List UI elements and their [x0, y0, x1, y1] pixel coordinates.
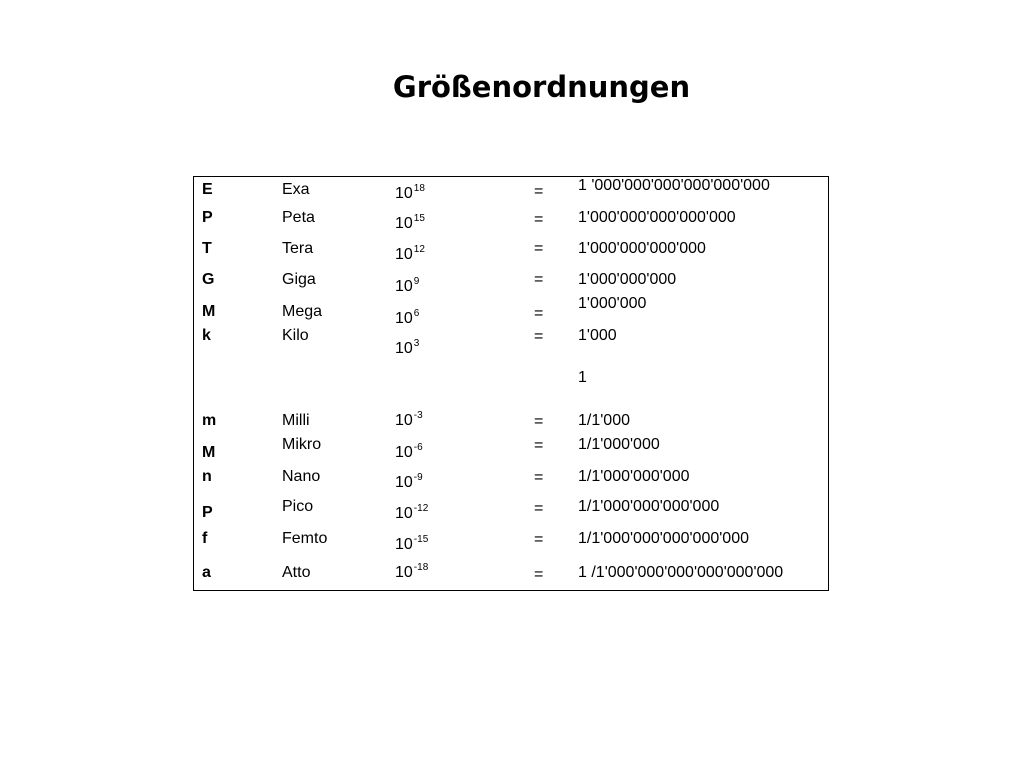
- equals-sign: =: [534, 531, 544, 548]
- equals-sign: =: [534, 240, 544, 257]
- prefix-name: Peta: [282, 209, 315, 226]
- power-base: 10: [395, 536, 413, 553]
- power-exponent: -12: [413, 503, 429, 514]
- equals-sign: =: [534, 305, 544, 322]
- power-of-ten: [395, 246, 425, 266]
- prefix-symbol: P: [202, 209, 213, 226]
- prefix-value: 1 /1'000'000'000'000'000'000: [578, 564, 784, 581]
- prefix-symbol: a: [202, 564, 211, 581]
- power-of-ten: [395, 412, 423, 432]
- prefix-value: 1/1'000'000'000: [578, 468, 690, 485]
- prefix-name: Giga: [282, 271, 316, 288]
- power-of-ten: [395, 340, 419, 360]
- prefix-value: 1'000'000'000: [578, 271, 677, 288]
- power-base: 10: [395, 444, 413, 461]
- power-exponent: -15: [413, 534, 429, 545]
- equals-sign: =: [534, 500, 544, 517]
- prefix-name: Pico: [282, 498, 314, 515]
- prefix-symbol: M: [202, 444, 216, 461]
- prefix-symbol: k: [202, 327, 211, 344]
- power-exponent: 12: [413, 244, 425, 255]
- equals-sign: =: [534, 328, 544, 345]
- prefix-value: 1'000'000'000'000'000: [578, 209, 736, 226]
- equals-sign: =: [534, 183, 544, 200]
- equals-sign: =: [534, 566, 544, 583]
- prefix-name: Exa: [282, 181, 310, 198]
- prefix-name: Mikro: [282, 436, 322, 453]
- power-exponent: 6: [413, 308, 420, 319]
- prefix-symbol: T: [202, 240, 212, 257]
- power-base: 10: [395, 310, 413, 327]
- power-exponent: -6: [413, 442, 423, 453]
- power-exponent: 18: [413, 183, 425, 194]
- power-of-ten: [395, 444, 423, 464]
- prefix-value: 1/1'000'000: [578, 436, 660, 453]
- power-of-ten: [395, 474, 423, 494]
- equals-sign: =: [534, 437, 544, 454]
- power-of-ten: [395, 215, 425, 235]
- power-exponent: -18: [413, 562, 429, 573]
- prefix-name: Tera: [282, 240, 314, 257]
- power-exponent: 15: [413, 213, 425, 224]
- prefix-value: 1'000'000'000'000: [578, 240, 706, 257]
- equals-sign: =: [534, 211, 544, 228]
- prefix-value: 1 '000'000'000'000'000'000: [578, 177, 770, 194]
- prefix-symbol: n: [202, 468, 212, 485]
- prefix-value: 1/1'000'000'000'000'000: [578, 530, 749, 547]
- prefix-value: 1/1'000: [578, 412, 630, 429]
- prefix-table: [193, 176, 829, 591]
- prefix-symbol: E: [202, 181, 213, 198]
- prefix-name: Mega: [282, 303, 323, 320]
- power-base: 10: [395, 564, 413, 581]
- prefix-value: 1/1'000'000'000'000: [578, 498, 720, 515]
- prefix-symbol: P: [202, 504, 213, 521]
- prefix-name: Milli: [282, 412, 310, 429]
- power-of-ten: [395, 536, 428, 556]
- power-of-ten: [395, 564, 428, 584]
- prefix-name: Atto: [282, 564, 311, 581]
- prefix-name: Nano: [282, 468, 321, 485]
- prefix-name: Kilo: [282, 327, 309, 344]
- power-of-ten: [395, 185, 425, 205]
- prefix-symbol: M: [202, 303, 216, 320]
- prefix-symbol: m: [202, 412, 217, 429]
- equals-sign: =: [534, 413, 544, 430]
- power-base: 10: [395, 474, 413, 491]
- power-exponent: 3: [413, 338, 420, 349]
- power-of-ten: [395, 278, 419, 298]
- prefix-value: 1'000'000: [578, 295, 647, 312]
- prefix-name: Femto: [282, 530, 328, 547]
- equals-sign: =: [534, 469, 544, 486]
- power-of-ten: [395, 505, 428, 525]
- prefix-symbol: G: [202, 271, 215, 288]
- equals-sign: =: [534, 271, 544, 288]
- prefix-value: 1'000: [578, 327, 617, 344]
- power-base: 10: [395, 340, 413, 357]
- power-base: 10: [395, 412, 413, 429]
- page-title: Größenordnungen: [392, 70, 691, 104]
- power-exponent: -9: [413, 472, 423, 483]
- power-exponent: -3: [413, 410, 423, 421]
- prefix-symbol: f: [202, 530, 208, 547]
- power-base: 10: [395, 185, 413, 202]
- power-of-ten: [395, 310, 419, 330]
- power-base: 10: [395, 246, 413, 263]
- power-base: 10: [395, 215, 413, 232]
- prefix-value: 1: [578, 369, 587, 386]
- power-exponent: 9: [413, 276, 420, 287]
- power-base: 10: [395, 278, 413, 295]
- power-base: 10: [395, 505, 413, 522]
